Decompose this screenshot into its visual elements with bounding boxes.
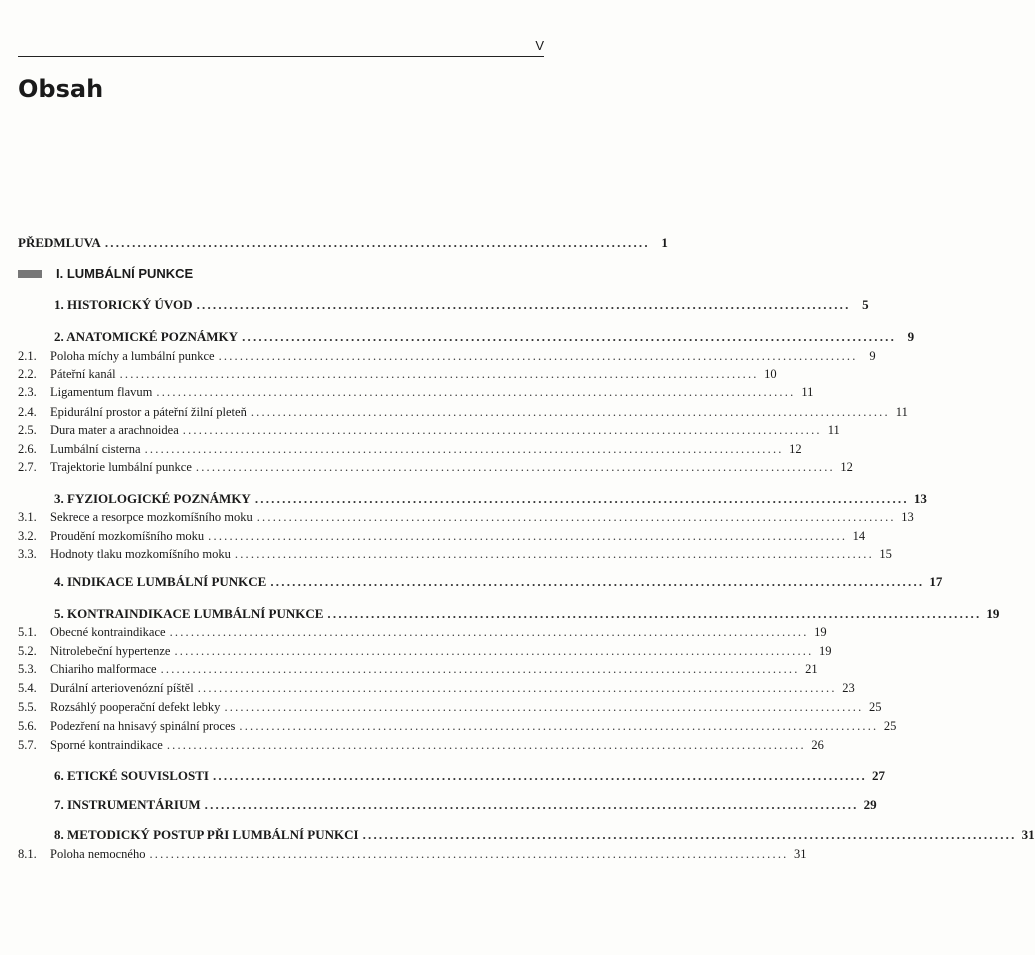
toc-entry-label: Lumbální cisterna: [50, 442, 141, 456]
toc-entry-page: 1: [661, 235, 668, 250]
toc-entry-page: 31: [793, 847, 807, 861]
toc-entry[interactable]: [18, 546, 892, 562]
leader-dots: ........................................................................................................................: [256, 510, 896, 524]
toc-entry[interactable]: [18, 297, 869, 313]
toc-entry-number: 5.4.: [18, 681, 37, 695]
toc-entry-page: 11: [801, 385, 814, 399]
toc-entry-label: Nitrolebeční hypertenze: [50, 644, 171, 658]
toc-entry-preface[interactable]: [18, 235, 668, 251]
toc-entry-number: 3.3.: [18, 547, 37, 561]
toc-entry[interactable]: [18, 348, 876, 364]
toc-entry-page: 15: [879, 547, 892, 561]
toc-entry-page: 23: [842, 681, 855, 695]
toc-entry-page: 17: [929, 574, 943, 589]
leader-dots: ........................................................................................................................: [119, 367, 759, 381]
toc-entry-page: 13: [913, 491, 927, 506]
toc-entry[interactable]: [18, 680, 855, 696]
toc-entry-page: 10: [764, 367, 777, 381]
toc-entry-label: Páteřní kanál: [50, 367, 116, 381]
toc-entry-page: 9: [869, 349, 876, 363]
leader-dots: ........................................................................................................................: [174, 644, 814, 658]
toc-entry-label: 6. ETICKÉ SOUVISLOSTI: [54, 768, 209, 783]
toc-entry[interactable]: [18, 441, 802, 457]
toc-entry-page: 21: [805, 662, 818, 676]
leader-dots: ........................................................................................................................: [149, 847, 789, 861]
toc-entry-page: 31: [1021, 827, 1035, 842]
toc-entry-page: 27: [871, 768, 885, 783]
page-number: V: [535, 38, 544, 53]
toc-entry-label: 1. HISTORICKÝ ÚVOD: [54, 297, 193, 312]
toc-entry[interactable]: [18, 661, 818, 677]
toc-entry-page: 19: [814, 625, 827, 639]
toc-entry[interactable]: [18, 797, 877, 813]
toc-entry[interactable]: [18, 624, 827, 640]
toc-entry-number: 8.1.: [18, 847, 37, 861]
toc-entry-label: 4. INDIKACE LUMBÁLNÍ PUNKCE: [54, 574, 267, 589]
toc-entry-label: Obecné kontraindikace: [50, 625, 166, 639]
toc-entry[interactable]: [18, 643, 832, 659]
toc-entry-page: 11: [895, 405, 908, 419]
leader-dots: ........................................................................................................................: [169, 625, 809, 639]
toc-entry-number: 3.2.: [18, 529, 37, 543]
part-label: I. LUMBÁLNÍ PUNKCE: [56, 266, 194, 281]
toc-entry-page: 5: [862, 297, 869, 312]
leader-dots: ........................................................................................................................: [362, 827, 1017, 842]
toc-entry-label: 5. KONTRAINDIKACE LUMBÁLNÍ PUNKCE: [54, 606, 324, 621]
toc-entry-label: 2. ANATOMICKÉ POZNÁMKY: [54, 329, 239, 344]
toc-entry-number: 5.7.: [18, 738, 37, 752]
toc-entry[interactable]: [18, 509, 914, 525]
leader-dots: ........................................................................................................................: [197, 681, 837, 695]
toc-entry[interactable]: [18, 366, 777, 382]
toc-entry-label: Hodnoty tlaku mozkomíšního moku: [50, 547, 231, 561]
toc-entry[interactable]: [18, 329, 915, 345]
toc-entry-number: 2.7.: [18, 460, 37, 474]
toc-entry-page: 25: [868, 700, 882, 714]
leader-dots: ........................................................................................................................: [182, 423, 822, 437]
toc-entry[interactable]: [18, 827, 1035, 843]
toc-entry-page: 13: [901, 510, 914, 524]
toc-entry-label: Ligamentum flavum: [50, 385, 153, 399]
toc-entry[interactable]: [18, 528, 866, 544]
toc-entry-number: 2.3.: [18, 385, 37, 399]
toc-entry[interactable]: [18, 718, 897, 734]
toc-entry-label: Trajektorie lumbální punkce: [50, 460, 192, 474]
toc-entry-label: Durální arteriovenózní píštěl: [50, 681, 194, 695]
leader-dots: ........................................................................................................................: [204, 797, 859, 812]
toc-entry-label: Rozsáhlý pooperační defekt lebky: [50, 700, 221, 714]
leader-dots: ........................................................................................................................: [218, 349, 858, 363]
leader-dots: ........................................................................................................................: [250, 405, 890, 419]
toc-entry-number: 5.1.: [18, 625, 37, 639]
toc-entry-page: 29: [863, 797, 877, 812]
toc-entry[interactable]: [18, 422, 840, 438]
toc-entry-label: 7. INSTRUMENTÁRIUM: [54, 797, 201, 812]
leader-dots: ....................................................................................................: [104, 235, 650, 250]
leader-dots: ........................................................................................................................: [195, 460, 835, 474]
leader-dots: ........................................................................................................................: [144, 442, 784, 456]
toc-entry-page: 9: [907, 329, 915, 344]
toc-entry-page: 12: [840, 460, 853, 474]
toc-entry-number: 5.2.: [18, 644, 37, 658]
toc-entry[interactable]: [18, 737, 824, 753]
toc-entry[interactable]: [18, 574, 943, 590]
toc-entry[interactable]: [18, 846, 807, 862]
toc-entry-number: 2.5.: [18, 423, 37, 437]
toc-entry[interactable]: [18, 606, 1000, 622]
toc-entry-label: Sekrece a resorpce mozkomíšního moku: [50, 510, 253, 524]
toc-entry[interactable]: [18, 404, 908, 420]
toc-entry-page: 19: [818, 644, 832, 658]
toc-entry-number: 2.2.: [18, 367, 37, 381]
leader-dots: ........................................................................................................................: [327, 606, 982, 621]
toc-entry-page: 26: [811, 738, 824, 752]
toc-entry-number: 5.6.: [18, 719, 37, 733]
toc-entry-page: 12: [789, 442, 802, 456]
toc-entry-label: Poloha nemocného: [50, 847, 146, 861]
leader-dots: ........................................................................................................................: [196, 297, 851, 312]
leader-dots: ........................................................................................................................: [254, 491, 909, 506]
toc-entry-page: 25: [883, 719, 897, 733]
leader-dots: ........................................................................................................................: [208, 529, 848, 543]
toc-entry-label: Podezření na hnisavý spinální proces: [50, 719, 236, 733]
leader-dots: ........................................................................................................................: [242, 329, 897, 344]
leader-dots: ........................................................................................................................: [234, 547, 874, 561]
leader-dots: ........................................................................................................................: [160, 662, 800, 676]
toc-entry[interactable]: [18, 459, 853, 475]
leader-dots: ........................................................................................................................: [270, 574, 925, 589]
part-heading: [18, 266, 544, 281]
part-marker: [18, 270, 42, 278]
leader-dots: ........................................................................................................................: [166, 738, 806, 752]
toc-entry-label: Epidurální prostor a páteřní žilní pleteň: [50, 405, 247, 419]
toc-entry[interactable]: [18, 491, 927, 507]
toc-entry-page: 11: [827, 423, 840, 437]
leader-dots: ........................................................................................................................: [212, 768, 867, 783]
toc-entry-number: 3.1.: [18, 510, 37, 524]
toc-entry-label: Proudění mozkomíšního moku: [50, 529, 205, 543]
toc-entry-number: 5.5.: [18, 700, 37, 714]
leader-dots: ........................................................................................................................: [156, 385, 796, 399]
header-rule: [18, 56, 544, 57]
toc-entry-label: Chiariho malformace: [50, 662, 157, 676]
toc-entry-number: 2.6.: [18, 442, 37, 456]
toc-entry[interactable]: [18, 768, 885, 784]
toc-entry-number: 2.4.: [18, 405, 37, 419]
leader-dots: ........................................................................................................................: [239, 719, 879, 733]
toc-entry-label: PŘEDMLUVA: [18, 235, 101, 250]
toc-entry-number: 2.1.: [18, 349, 37, 363]
toc-entry-label: Sporné kontraindikace: [50, 738, 163, 752]
toc-entry-label: 8. METODICKÝ POSTUP PŘI LUMBÁLNÍ PUNKCI: [54, 827, 359, 842]
toc-entry-label: Dura mater a arachnoidea: [50, 423, 179, 437]
page-title: Obsah: [18, 75, 104, 103]
toc-entry-label: 3. FYZIOLOGICKÉ POZNÁMKY: [54, 491, 251, 506]
toc-entry[interactable]: [18, 384, 814, 400]
toc-entry[interactable]: [18, 699, 882, 715]
toc-entry-number: 5.3.: [18, 662, 37, 676]
leader-dots: ........................................................................................................................: [224, 700, 864, 714]
toc-entry-page: 19: [986, 606, 1000, 621]
toc-entry-page: 14: [852, 529, 866, 543]
toc-entry-label: Poloha míchy a lumbální punkce: [50, 349, 215, 363]
